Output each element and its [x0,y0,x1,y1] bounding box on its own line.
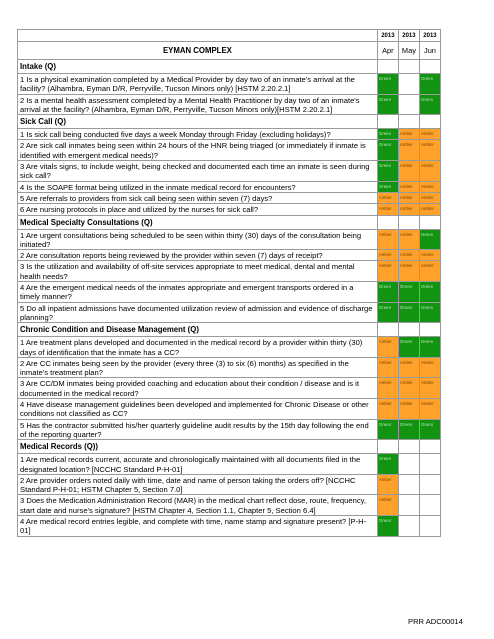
question-row [18,140,441,161]
year-jun: 2013 [419,30,440,42]
month-jun: Jun [419,42,440,60]
question-text: 3 Is the utilization and availability of off-site services appropriate to meet medical, dental and mental health needs? [18,261,378,282]
section-heading: Medical Records (Q)) [18,440,378,454]
question-text: 2 Are consultation reports being reviewed by the provider within seven (7) days of receipt? [18,250,378,261]
status-cell: Amber [398,399,419,420]
section-empty-cell [419,60,440,74]
status-cell: Green [377,515,398,536]
section-empty-cell [398,60,419,74]
status-cell: Amber [398,250,419,261]
section-row [18,60,441,74]
title-row [18,42,441,60]
status-cell [419,454,440,475]
section-empty-cell [377,440,398,454]
question-text: 1 Are medical records current, accurate and chronologically maintained with all documents filed in the designated location? [NCCHC Standard P-H-01] [18,454,378,475]
question-text: 6 Are nursing protocols in place and utilized by the nurses for sick call? [18,204,378,215]
status-cell [398,474,419,495]
status-cell [398,495,419,516]
status-cell: Amber [419,204,440,215]
section-empty-cell [419,115,440,129]
status-cell: Amber [377,495,398,516]
section-row [18,115,441,129]
status-cell: Green [377,129,398,140]
status-cell: Green [377,454,398,475]
status-cell: Amber [398,140,419,161]
question-row [18,337,441,358]
question-text: 4 Is the SOAPE format being utilized in the inmate medical record for encounters? [18,181,378,192]
section-row [18,323,441,337]
document-id: PRR ADC00014 [408,617,463,626]
question-row [18,302,441,323]
question-row [18,454,441,475]
status-cell: Green [419,419,440,440]
question-row [18,357,441,378]
status-cell: Amber [377,337,398,358]
question-row [18,192,441,203]
status-cell: Amber [398,129,419,140]
status-cell: Green [419,302,440,323]
status-cell: Amber [377,399,398,420]
section-heading: Intake (Q) [18,60,378,74]
question-row [18,94,441,115]
question-text: 1 Is a physical examination completed by a Medical Provider by day two of an inmate's arrival at the facility? (Alhambra, Eyman D/R, Perryville, Tucson Minors only) [HSTM 2.20.2.1] [18,74,378,95]
month-apr: Apr [377,42,398,60]
status-cell: Amber [419,378,440,399]
section-empty-cell [377,323,398,337]
section-empty-cell [419,215,440,229]
question-row [18,474,441,495]
question-row [18,229,441,250]
status-cell: Green [419,282,440,303]
section-heading: Medical Specialty Consultations (Q) [18,215,378,229]
status-cell: Green [419,94,440,115]
question-text: 5 Are referrals to providers from sick call being seen within seven (7) days? [18,192,378,203]
question-row [18,495,441,516]
question-row [18,161,441,182]
status-cell: Amber [419,261,440,282]
section-row [18,440,441,454]
status-cell: Amber [419,250,440,261]
section-empty-cell [377,60,398,74]
status-cell: Green [398,337,419,358]
status-cell: Amber [398,229,419,250]
status-cell [419,515,440,536]
year-row [18,30,441,42]
status-cell: Green [377,282,398,303]
status-cell: Amber [398,181,419,192]
question-text: 3 Are CC/DM inmates being provided coaching and education about their condition / disease and is it documented in the medical record? [18,378,378,399]
status-cell [398,454,419,475]
section-empty-cell [398,323,419,337]
status-cell: Amber [419,161,440,182]
status-cell [419,495,440,516]
status-cell: Amber [398,357,419,378]
status-cell: Amber [419,399,440,420]
question-row [18,515,441,536]
question-text: 4 Are the emergent medical needs of the inmates appropriate and emergent transports ordered in a timely manner? [18,282,378,303]
question-row [18,181,441,192]
question-text: 2 Are CC inmates being seen by the provider (every three (3) to six (6) months) as specified in the inmate's treatment plan? [18,357,378,378]
status-cell: Amber [419,181,440,192]
status-cell: Amber [419,192,440,203]
status-cell: Amber [398,161,419,182]
month-may: May [398,42,419,60]
section-empty-cell [419,323,440,337]
section-heading: Chronic Condition and Disease Management (Q) [18,323,378,337]
status-cell: Green [377,161,398,182]
status-cell: Green [377,181,398,192]
status-cell: Amber [377,250,398,261]
question-row [18,419,441,440]
status-cell: Green [377,140,398,161]
status-cell: Amber [377,229,398,250]
year-may: 2013 [398,30,419,42]
question-text: 1 Are urgent consultations being scheduled to be seen within thirty (30) days of the consultation being initiated? [18,229,378,250]
status-cell: Green [377,74,398,95]
status-cell: Green [419,229,440,250]
question-row [18,250,441,261]
question-text: 2 Are provider orders noted daily with time, date and name of person taking the orders off? [NCCHC Standard P-H-01; HSTM Chapter 5, Section 7.0] [18,474,378,495]
year-apr: 2013 [377,30,398,42]
question-text: 1 Is sick call being conducted five days a week Monday through Friday (excluding holidays)? [18,129,378,140]
status-cell: Amber [419,140,440,161]
question-row [18,261,441,282]
section-row [18,215,441,229]
status-cell [398,74,419,95]
status-cell: Green [377,419,398,440]
audit-table [17,29,441,537]
status-cell: Amber [419,357,440,378]
status-cell [398,94,419,115]
status-cell: Green [398,282,419,303]
status-cell: Amber [377,378,398,399]
section-empty-cell [398,440,419,454]
status-cell: Amber [398,204,419,215]
status-cell [398,515,419,536]
question-text: 2 Are sick call inmates being seen within 24 hours of the HNR being triaged (or immediately if inmate is identified with emergent medical needs)? [18,140,378,161]
question-row [18,282,441,303]
question-row [18,399,441,420]
status-cell: Amber [377,261,398,282]
question-row [18,74,441,95]
status-cell: Green [398,419,419,440]
status-cell: Green [419,74,440,95]
audit-table-container [17,29,441,537]
question-text: 4 Have disease management guidelines been developed and implemented for Chronic Disease or other conditions not classified as CC? [18,399,378,420]
status-cell: Green [377,94,398,115]
question-row [18,129,441,140]
section-empty-cell [377,115,398,129]
page-title: EYMAN COMPLEX [18,42,378,60]
section-heading: Sick Call (Q) [18,115,378,129]
status-cell: Amber [377,192,398,203]
question-text: 3 Does the Medication Administration Record (MAR) in the medical chart reflect dose, route, frequency, start date and nurse's signature? [HSTM Chapter 4, Section 1.1, Chapter 5, Section 6.4] [18,495,378,516]
status-cell: Green [377,302,398,323]
status-cell: Amber [377,474,398,495]
question-text: 4 Are medical record entries legible, and complete with time, name stamp and signature present? [P-H-01] [18,515,378,536]
section-empty-cell [398,215,419,229]
status-cell: Amber [377,357,398,378]
status-cell: Green [398,302,419,323]
question-text: 2 Is a mental health assessment completed by a Mental Health Practitioner by day two of an inmate's arrival at the facility? (Alhambra, Eyman D/R, Perryville, Tucson Minors only)[HSTM 2.20.2.1] [18,94,378,115]
section-empty-cell [377,215,398,229]
status-cell: Amber [398,378,419,399]
question-text: 3 Are vitals signs, to include weight, being checked and documented each time an inmate is seen during sick call? [18,161,378,182]
question-text: 5 Has the contractor submitted his/her quarterly guideline audit results by the 15th day following the end of the reporting quarter? [18,419,378,440]
section-empty-cell [398,115,419,129]
section-empty-cell [419,440,440,454]
question-row [18,204,441,215]
status-cell: Green [419,337,440,358]
question-text: 5 Do all inpatient admissions have documented utilization review of admission and evidence of discharge planning? [18,302,378,323]
question-row [18,378,441,399]
status-cell: Amber [398,261,419,282]
header-blank-cell [18,30,378,42]
status-cell: Amber [377,204,398,215]
status-cell: Amber [419,129,440,140]
question-text: 1 Are treatment plans developed and documented in the medical record by a provider within thirty (30) days of identification that the inmate has a CC? [18,337,378,358]
status-cell [419,474,440,495]
status-cell: Amber [398,192,419,203]
